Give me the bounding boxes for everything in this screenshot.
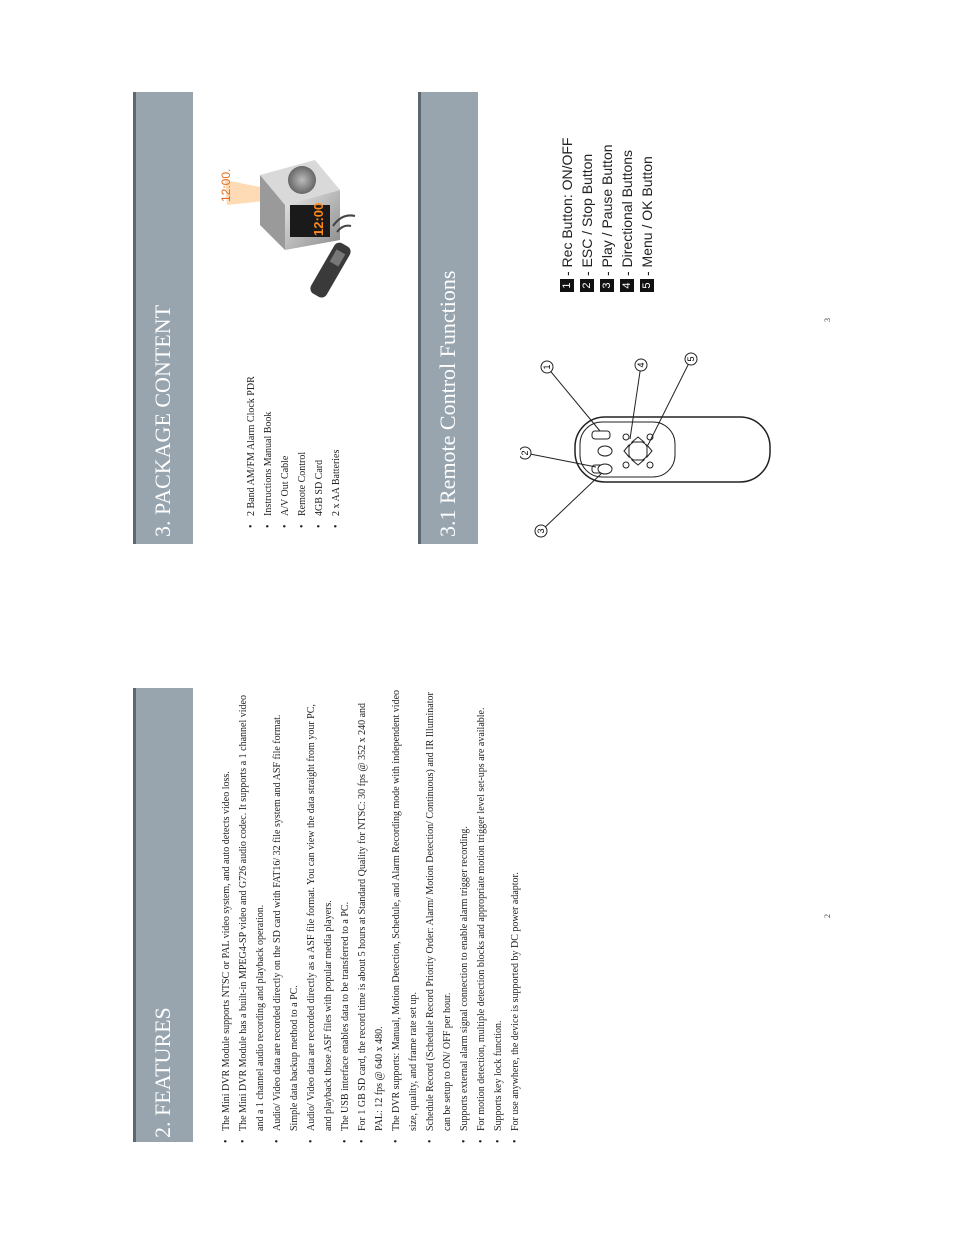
feature-item: • Audio/ Video data are recorded directly on the SD card with FAT16/ 32 file system and ASF file format. Simple data backup method to a PC. (269, 688, 303, 1143)
legend-text: - ESC / Stop Button (579, 153, 595, 276)
package-item: • Remote Control (294, 328, 311, 528)
legend-text: - Rec Button: ON/OFF (559, 137, 575, 276)
package-item: • 4GB SD Card (311, 328, 328, 528)
feature-item: • For 1 GB SD card, the record time is about 5 hours at Standard Quality for NTSC: 30 fps @ 352 x 240 and PAL: 12 fps @ 640 x 480. (354, 688, 388, 1143)
svg-text:5: 5 (686, 356, 696, 362)
feature-item: • The Mini DVR Module has a built-in MPEG4-SP video and G726 audio codec. It supports a 1 channel video and a 1 channel audio recording and playback operation. (235, 688, 269, 1143)
features-title: 2. FEATURES (150, 1007, 175, 1138)
features-list (218, 688, 524, 1143)
legend-text: - Directional Buttons (619, 149, 635, 276)
legend-number: 5 (640, 279, 654, 292)
package-list-container (243, 328, 345, 528)
play-button[interactable] (598, 464, 612, 474)
package-item: • A/V Out Cable (277, 328, 294, 528)
legend-text: - Play / Pause Button (599, 144, 615, 276)
legend-text: - Menu / OK Button (639, 156, 655, 276)
feature-item: • For motion detection, multiple detection blocks and appropriate motion trigger level set-ups are available. (473, 688, 490, 1143)
legend-row (577, 122, 597, 292)
svg-text:4: 4 (636, 362, 646, 368)
svg-text:2: 2 (520, 450, 530, 456)
callout-4 (635, 359, 647, 371)
projected-time: 12:00. (219, 168, 233, 202)
callout-1 (541, 361, 553, 373)
callout-3 (535, 525, 547, 537)
stop-button[interactable] (598, 446, 612, 456)
feature-item: • Schedule Record (Schedule Record Priority Order: Alarm/ Motion Detection/ Continuous) and IR Illuminator can be setup to ON/ OFF per hour. (422, 688, 456, 1143)
clock-display: 12:00 (311, 202, 326, 236)
alarm-clock-image (205, 150, 375, 310)
legend-number: 3 (600, 279, 614, 292)
legend-number: 4 (620, 279, 634, 292)
page-number-left: 2 (823, 914, 832, 918)
package-item: • 2 Band AM/FM Alarm Clock PDR (243, 328, 260, 528)
package-title: 3. PACKAGE CONTENT (150, 304, 175, 537)
ok-button[interactable] (628, 441, 648, 461)
legend-row (617, 122, 637, 292)
remote-diagram (520, 345, 780, 545)
feature-item: • The DVR supports: Manual, Motion Detection, Schedule, and Alarm Recording mode with independent video size, quality, and frame rate set up. (388, 688, 422, 1143)
page-number-right: 3 (823, 318, 832, 322)
callout-5 (685, 353, 697, 365)
feature-item: • The Mini DVR Module supports NTSC or PAL video system, and auto detects video loss. (218, 688, 235, 1143)
package-item: • Instructions Manual Book (260, 328, 277, 528)
feature-item: • For use anywhere, the device is supported by DC power adaptor. (507, 688, 524, 1143)
svg-text:3: 3 (536, 528, 546, 534)
remote-title: 3.1 Remote Control Functions (435, 270, 460, 537)
feature-item: • Supports external alarm signal connection to enable alarm trigger recording. (456, 688, 473, 1143)
remote-legend (557, 122, 657, 292)
feature-item: • Audio/ Video data are recorded directly as a ASF file format. You can view the data straight from your PC, and playback those ASF files with popular media players. (303, 688, 337, 1143)
legend-row (597, 122, 617, 292)
legend-number: 2 (580, 279, 594, 292)
svg-text:1: 1 (542, 364, 552, 370)
legend-row (637, 122, 657, 292)
package-item: • 2 x AA Batteries (328, 328, 345, 528)
package-list (243, 328, 345, 528)
features-list-container (218, 688, 524, 1143)
feature-item: • The USB interface enables data to be transferred to a PC. (337, 688, 354, 1143)
rec-button[interactable] (592, 431, 610, 439)
legend-row (557, 122, 577, 292)
feature-item: • Supports key lock function. (490, 688, 507, 1143)
legend-number: 1 (560, 279, 574, 292)
callout-2 (520, 447, 531, 459)
